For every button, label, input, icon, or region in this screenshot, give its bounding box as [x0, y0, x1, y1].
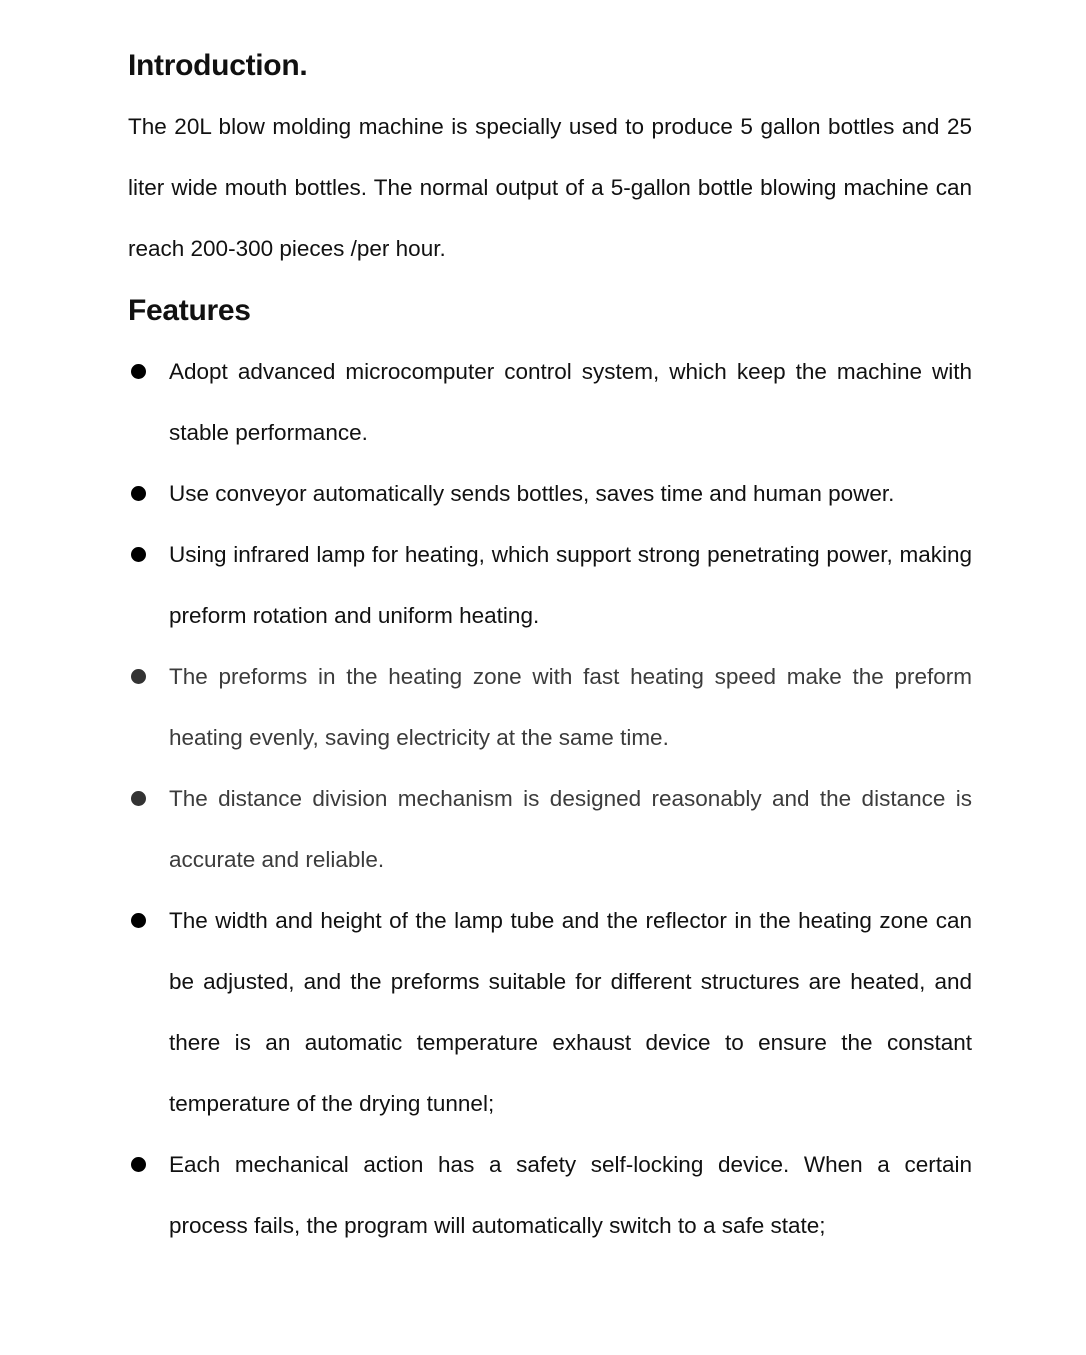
feature-item: [128, 768, 972, 890]
bullet-icon: [131, 1157, 146, 1172]
bullet-icon: [131, 547, 146, 562]
feature-text: The distance division mechanism is designed reasonably and the distance is accurate and reliable.: [169, 786, 972, 872]
feature-text: Using infrared lamp for heating, which support strong penetrating power, making preform rotation and uniform heating.: [169, 542, 972, 628]
feature-item: [128, 524, 972, 646]
feature-text: The preforms in the heating zone with fast heating speed make the preform heating evenly, saving electricity at the same time.: [169, 664, 972, 750]
feature-item: [128, 341, 972, 463]
feature-text: Each mechanical action has a safety self-locking device. When a certain process fails, the program will automatically switch to a safe state;: [169, 1152, 972, 1238]
feature-item: [128, 646, 972, 768]
feature-item: [128, 1134, 972, 1256]
feature-item: [128, 463, 972, 524]
document: [128, 40, 972, 1256]
features-list: [128, 341, 972, 1256]
features-heading: Features: [128, 294, 251, 327]
feature-text: Adopt advanced microcomputer control system, which keep the machine with stable performance.: [169, 359, 972, 445]
feature-text: The width and height of the lamp tube and the reflector in the heating zone can be adjusted, and the preforms suitable for different structures are heated, and there is an automatic temperature exhaust device to ensure the constant temperature of the drying tunnel;: [169, 908, 972, 1116]
feature-text: Use conveyor automatically sends bottles, saves time and human power.: [169, 481, 895, 506]
feature-item: [128, 890, 972, 1134]
bullet-icon: [131, 364, 146, 379]
bullet-icon: [131, 913, 146, 928]
bullet-icon: [131, 486, 146, 501]
bullet-icon: [131, 791, 146, 806]
intro-heading: Introduction.: [128, 49, 308, 82]
bullet-icon: [131, 669, 146, 684]
intro-paragraph: The 20L blow molding machine is specially used to produce 5 gallon bottles and 25 liter wide mouth bottles. The normal output of a 5-gallon bottle blowing machine can reach 200-300 pieces /per hour.: [128, 114, 972, 261]
